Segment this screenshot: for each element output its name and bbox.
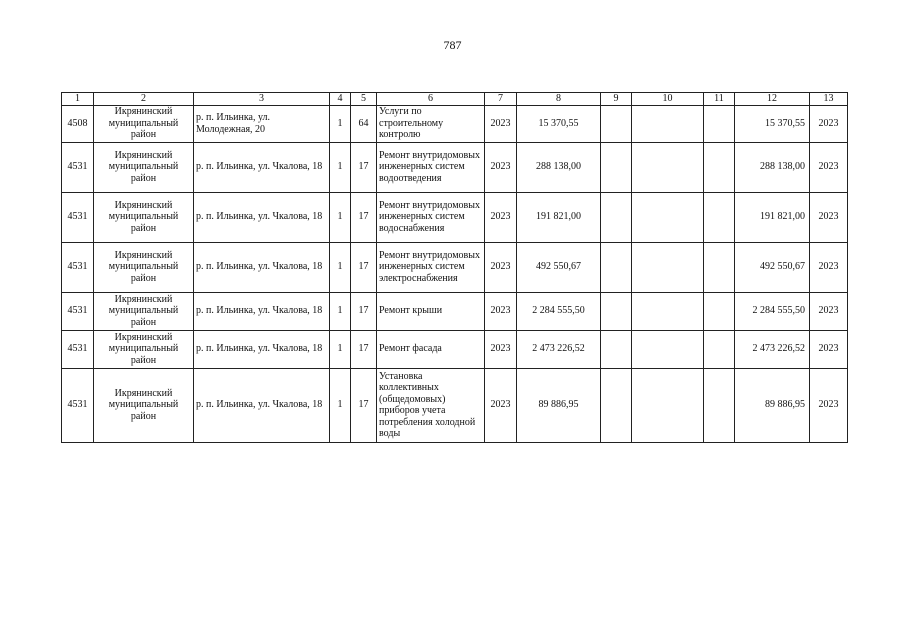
cell-col-4: 1 [330,292,351,330]
cell-col-4: 1 [330,368,351,442]
cell-col-2: Икрянинский муниципальный район [94,105,194,142]
cell-col-11 [704,330,735,368]
cell-col-13: 2023 [810,105,848,142]
cell-col-1: 4531 [62,142,94,192]
cell-col-7: 2023 [485,242,517,292]
table-row [62,292,848,330]
cell-col-8: 492 550,67 [517,242,601,292]
cell-col-5: 17 [351,242,377,292]
cell-col-13: 2023 [810,368,848,442]
cell-col-11 [704,192,735,242]
cell-col-8: 191 821,00 [517,192,601,242]
cell-col-9 [601,330,632,368]
cell-col-7: 2023 [485,330,517,368]
cell-col-13: 2023 [810,330,848,368]
cell-col-3: р. п. Ильинка, ул. Чкалова, 18 [194,192,330,242]
table-row [62,192,848,242]
cell-col-9 [601,105,632,142]
cell-col-8: 288 138,00 [517,142,601,192]
cell-col-1: 4531 [62,292,94,330]
cell-col-10 [632,192,704,242]
cell-col-4: 1 [330,330,351,368]
cell-col-8: 2 473 226,52 [517,330,601,368]
cell-col-3: р. п. Ильинка, ул. Чкалова, 18 [194,368,330,442]
cell-col-1: 4531 [62,242,94,292]
cell-col-5: 64 [351,105,377,142]
cell-col-2: Икрянинский муниципальный район [94,242,194,292]
cell-col-3: р. п. Ильинка, ул. Чкалова, 18 [194,142,330,192]
cell-col-12: 89 886,95 [735,368,810,442]
header-row [62,93,848,106]
cell-col-6: Ремонт крыши [377,292,485,330]
cell-col-10 [632,368,704,442]
cell-col-2: Икрянинский муниципальный район [94,330,194,368]
cell-col-10 [632,142,704,192]
cell-col-1: 4531 [62,192,94,242]
column-header-3: 3 [194,93,330,106]
cell-col-6: Услуги по строительному контролю [377,105,485,142]
cell-col-11 [704,368,735,442]
cell-col-2: Икрянинский муниципальный район [94,368,194,442]
cell-col-9 [601,292,632,330]
cell-col-11 [704,142,735,192]
cell-col-7: 2023 [485,142,517,192]
data-table [61,92,848,443]
cell-col-3: р. п. Ильинка, ул. Чкалова, 18 [194,292,330,330]
cell-col-10 [632,242,704,292]
column-header-9: 9 [601,93,632,106]
cell-col-5: 17 [351,142,377,192]
cell-col-12: 2 473 226,52 [735,330,810,368]
column-header-2: 2 [94,93,194,106]
cell-col-6: Установка коллективных (общедомовых) приборов учета потребления холодной воды [377,368,485,442]
column-header-8: 8 [517,93,601,106]
cell-col-6: Ремонт внутридомовых инженерных систем водоотведения [377,142,485,192]
cell-col-9 [601,142,632,192]
cell-col-4: 1 [330,105,351,142]
column-header-10: 10 [632,93,704,106]
table-body [62,105,848,442]
cell-col-10 [632,292,704,330]
cell-col-4: 1 [330,242,351,292]
cell-col-12: 492 550,67 [735,242,810,292]
column-header-13: 13 [810,93,848,106]
column-header-1: 1 [62,93,94,106]
cell-col-4: 1 [330,142,351,192]
table-row [62,242,848,292]
cell-col-10 [632,105,704,142]
column-header-6: 6 [377,93,485,106]
column-header-5: 5 [351,93,377,106]
cell-col-3: р. п. Ильинка, ул. Молодежная, 20 [194,105,330,142]
cell-col-6: Ремонт внутридомовых инженерных систем электроснабжения [377,242,485,292]
table-row [62,142,848,192]
cell-col-3: р. п. Ильинка, ул. Чкалова, 18 [194,242,330,292]
cell-col-10 [632,330,704,368]
cell-col-2: Икрянинский муниципальный район [94,192,194,242]
cell-col-9 [601,368,632,442]
cell-col-11 [704,242,735,292]
cell-col-12: 15 370,55 [735,105,810,142]
cell-col-2: Икрянинский муниципальный район [94,292,194,330]
cell-col-6: Ремонт фасада [377,330,485,368]
cell-col-5: 17 [351,330,377,368]
cell-col-5: 17 [351,368,377,442]
cell-col-13: 2023 [810,142,848,192]
cell-col-7: 2023 [485,105,517,142]
cell-col-13: 2023 [810,242,848,292]
table-row [62,105,848,142]
cell-col-6: Ремонт внутридомовых инженерных систем водоснабжения [377,192,485,242]
cell-col-4: 1 [330,192,351,242]
cell-col-5: 17 [351,292,377,330]
column-header-11: 11 [704,93,735,106]
cell-col-7: 2023 [485,292,517,330]
cell-col-9 [601,242,632,292]
cell-col-2: Икрянинский муниципальный район [94,142,194,192]
cell-col-5: 17 [351,192,377,242]
cell-col-8: 15 370,55 [517,105,601,142]
cell-col-8: 89 886,95 [517,368,601,442]
cell-col-7: 2023 [485,192,517,242]
cell-col-7: 2023 [485,368,517,442]
column-header-7: 7 [485,93,517,106]
page-number: 787 [443,38,462,52]
cell-col-12: 2 284 555,50 [735,292,810,330]
cell-col-9 [601,192,632,242]
cell-col-8: 2 284 555,50 [517,292,601,330]
table-row [62,368,848,442]
cell-col-1: 4531 [62,368,94,442]
cell-col-1: 4508 [62,105,94,142]
cell-col-11 [704,105,735,142]
cell-col-1: 4531 [62,330,94,368]
table-row [62,330,848,368]
cell-col-13: 2023 [810,292,848,330]
column-header-4: 4 [330,93,351,106]
cell-col-13: 2023 [810,192,848,242]
cell-col-12: 191 821,00 [735,192,810,242]
column-header-12: 12 [735,93,810,106]
cell-col-3: р. п. Ильинка, ул. Чкалова, 18 [194,330,330,368]
cell-col-12: 288 138,00 [735,142,810,192]
cell-col-11 [704,292,735,330]
